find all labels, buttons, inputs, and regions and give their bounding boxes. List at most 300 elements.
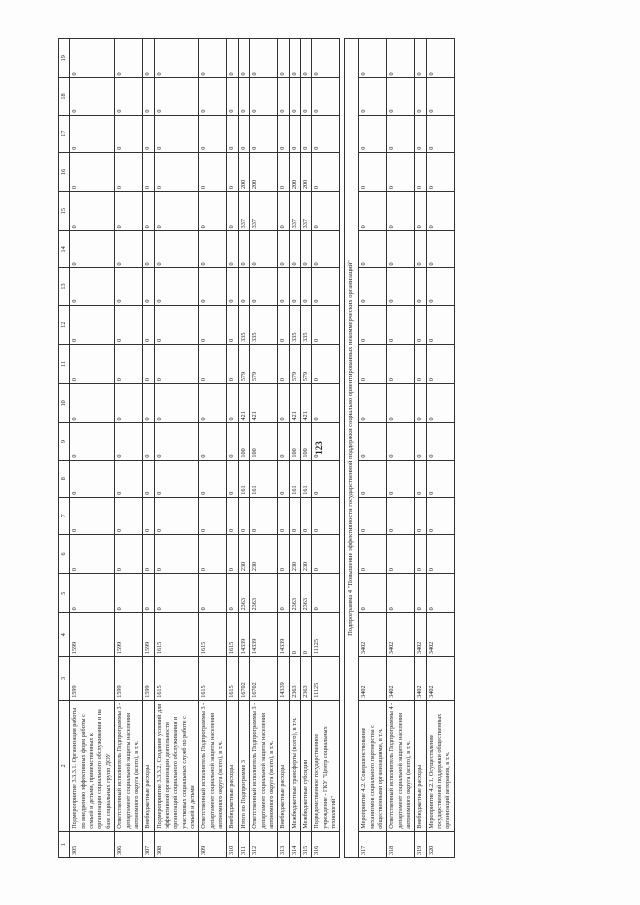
value-cell: 0 xyxy=(154,423,199,460)
value-cell: 0 xyxy=(143,39,154,78)
value-cell: 0 xyxy=(415,305,426,344)
value-cell: 0 xyxy=(415,231,426,268)
column-header: 9 xyxy=(59,423,70,460)
value-cell: 0 xyxy=(154,115,199,152)
value-cell: 1615 xyxy=(154,657,199,701)
value-cell: 0 xyxy=(312,39,340,78)
value-cell: 579 xyxy=(300,344,311,383)
column-header: 3 xyxy=(59,657,70,701)
value-cell: 0 xyxy=(115,231,143,268)
value-cell: 0 xyxy=(199,152,227,191)
value-cell: 335 xyxy=(300,305,311,344)
value-cell: 0 xyxy=(70,344,115,383)
value-cell: 0 xyxy=(359,115,387,152)
value-cell: 421 xyxy=(289,384,300,423)
value-cell: 0 xyxy=(199,115,227,152)
value-cell: 0 xyxy=(426,192,454,231)
table-row xyxy=(289,39,300,858)
row-name: Мероприятие 4.2.1. Осуществление государственной поддержки общественных организаций ветеранов, в т.ч. xyxy=(426,700,454,831)
value-cell: 0 xyxy=(312,152,340,191)
column-header: 7 xyxy=(59,497,70,534)
row-number: 307 xyxy=(143,831,154,857)
value-cell: 0 xyxy=(143,268,154,305)
value-cell: 0 xyxy=(199,344,227,383)
value-cell: 0 xyxy=(289,613,300,657)
value-cell: 0 xyxy=(115,344,143,383)
value-cell: 0 xyxy=(154,78,199,115)
value-cell: 335 xyxy=(238,305,249,344)
value-cell: 0 xyxy=(359,305,387,344)
value-cell: 0 xyxy=(300,497,311,534)
value-cell: 0 xyxy=(154,534,199,573)
value-cell: 0 xyxy=(415,268,426,305)
value-cell: 0 xyxy=(415,534,426,573)
value-cell: 0 xyxy=(70,152,115,191)
value-cell: 0 xyxy=(70,384,115,423)
value-cell: 0 xyxy=(143,231,154,268)
value-cell: 230 xyxy=(238,534,249,573)
value-cell: 0 xyxy=(387,423,415,460)
value-cell: 0 xyxy=(143,152,154,191)
table-row xyxy=(227,39,238,858)
section-row xyxy=(345,39,359,858)
value-cell: 230 xyxy=(289,534,300,573)
row-number: 319 xyxy=(415,831,426,857)
column-header: 8 xyxy=(59,460,70,497)
value-cell: 335 xyxy=(289,305,300,344)
value-cell: 0 xyxy=(115,534,143,573)
value-cell: 0 xyxy=(312,534,340,573)
value-cell: 0 xyxy=(115,460,143,497)
value-cell: 0 xyxy=(227,78,238,115)
value-cell: 0 xyxy=(238,268,249,305)
value-cell: 0 xyxy=(70,574,115,613)
value-cell: 0 xyxy=(154,268,199,305)
value-cell: 0 xyxy=(426,534,454,573)
value-cell: 0 xyxy=(70,460,115,497)
column-header: 18 xyxy=(59,78,70,115)
row-number: 305 xyxy=(70,831,115,857)
value-cell: 0 xyxy=(278,534,289,573)
row-number: 309 xyxy=(199,831,227,857)
value-cell: 0 xyxy=(143,497,154,534)
value-cell: 0 xyxy=(426,460,454,497)
table-row xyxy=(70,39,115,858)
value-cell: 0 xyxy=(415,78,426,115)
value-cell: 0 xyxy=(227,231,238,268)
header-row xyxy=(59,39,70,858)
value-cell: 0 xyxy=(415,423,426,460)
value-cell: 0 xyxy=(426,344,454,383)
table-row xyxy=(238,39,249,858)
value-cell: 0 xyxy=(115,497,143,534)
value-cell: 1615 xyxy=(227,657,238,701)
value-cell: 3402 xyxy=(415,657,426,701)
value-cell: 0 xyxy=(300,39,311,78)
value-cell: 0 xyxy=(227,152,238,191)
row-name: Мероприятие 4.2. Совершенствование механизмов социального партнерства с общественными организациями, в т.ч. xyxy=(359,700,387,831)
row-name: Внебюджетные расходы xyxy=(227,700,238,831)
value-cell: 0 xyxy=(199,460,227,497)
value-cell: 100 xyxy=(289,423,300,460)
table-row xyxy=(426,39,454,858)
value-cell: 0 xyxy=(387,115,415,152)
row-name: Внебюджетные расходы xyxy=(415,700,426,831)
value-cell: 0 xyxy=(278,305,289,344)
value-cell: 0 xyxy=(278,115,289,152)
value-cell: 0 xyxy=(154,460,199,497)
value-cell: 0 xyxy=(199,78,227,115)
value-cell: 0 xyxy=(312,497,340,534)
value-cell: 0 xyxy=(289,115,300,152)
value-cell: 0 xyxy=(70,268,115,305)
column-header: 13 xyxy=(59,268,70,305)
value-cell: 0 xyxy=(199,268,227,305)
value-cell: 230 xyxy=(300,534,311,573)
value-cell: 337 xyxy=(300,192,311,231)
value-cell: 100 xyxy=(238,423,249,460)
value-cell: 0 xyxy=(426,497,454,534)
value-cell: 2363 xyxy=(300,657,311,701)
value-cell: 0 xyxy=(278,574,289,613)
value-cell: 2363 xyxy=(250,574,278,613)
row-name: Внебюджетные расходы xyxy=(143,700,154,831)
value-cell: 1599 xyxy=(115,657,143,701)
value-cell: 0 xyxy=(227,497,238,534)
table-row xyxy=(199,39,227,858)
value-cell: 1599 xyxy=(115,613,143,657)
row-number: 316 xyxy=(312,831,340,857)
value-cell: 0 xyxy=(415,497,426,534)
value-cell: 0 xyxy=(426,384,454,423)
value-cell: 0 xyxy=(227,534,238,573)
value-cell: 0 xyxy=(115,423,143,460)
table-row xyxy=(115,39,143,858)
row-name: Межбюджетные трансферты (всего), в т.ч. xyxy=(289,700,300,831)
value-cell: 0 xyxy=(115,115,143,152)
value-cell: 0 xyxy=(300,231,311,268)
value-cell: 0 xyxy=(70,305,115,344)
value-cell: 11125 xyxy=(312,657,340,701)
value-cell: 0 xyxy=(359,384,387,423)
value-cell: 0 xyxy=(415,344,426,383)
value-cell: 0 xyxy=(115,39,143,78)
value-cell: 3402 xyxy=(359,657,387,701)
value-cell: 0 xyxy=(387,497,415,534)
value-cell: 0 xyxy=(154,152,199,191)
value-cell: 0 xyxy=(415,152,426,191)
column-header: 12 xyxy=(59,305,70,344)
value-cell: 0 xyxy=(426,115,454,152)
value-cell: 0 xyxy=(227,115,238,152)
column-header: 17 xyxy=(59,115,70,152)
column-header: 2 xyxy=(59,700,70,831)
value-cell: 0 xyxy=(143,423,154,460)
value-cell: 0 xyxy=(115,305,143,344)
value-cell: 0 xyxy=(250,39,278,78)
value-cell: 161 xyxy=(250,460,278,497)
value-cell: 0 xyxy=(227,423,238,460)
value-cell: 2363 xyxy=(289,657,300,701)
column-header: 1 xyxy=(59,831,70,857)
value-cell: 2363 xyxy=(300,574,311,613)
value-cell: 0 xyxy=(359,344,387,383)
value-cell: 200 xyxy=(238,152,249,191)
value-cell: 0 xyxy=(227,384,238,423)
table-row xyxy=(143,39,154,858)
value-cell: 0 xyxy=(387,574,415,613)
value-cell: 0 xyxy=(278,268,289,305)
value-cell: 421 xyxy=(250,384,278,423)
value-cell: 0 xyxy=(154,344,199,383)
value-cell: 3402 xyxy=(415,613,426,657)
table-row xyxy=(154,39,199,858)
column-header: 16 xyxy=(59,152,70,191)
value-cell: 0 xyxy=(199,497,227,534)
value-cell: 0 xyxy=(278,152,289,191)
column-header: 19 xyxy=(59,39,70,78)
value-cell: 0 xyxy=(289,78,300,115)
row-name: Ответственный исполнитель Подпрограммы 3 - департамент социальной защиты населения автономного округа (всего), в т.ч. xyxy=(250,700,278,831)
value-cell: 0 xyxy=(312,574,340,613)
value-cell: 0 xyxy=(154,305,199,344)
value-cell: 1599 xyxy=(70,657,115,701)
value-cell: 0 xyxy=(387,152,415,191)
value-cell: 0 xyxy=(359,534,387,573)
value-cell: 0 xyxy=(115,268,143,305)
value-cell: 0 xyxy=(359,152,387,191)
value-cell: 1599 xyxy=(70,613,115,657)
value-cell: 0 xyxy=(426,152,454,191)
value-cell: 0 xyxy=(199,534,227,573)
value-cell: 0 xyxy=(359,460,387,497)
value-cell: 0 xyxy=(143,384,154,423)
value-cell: 3402 xyxy=(387,613,415,657)
value-cell: 0 xyxy=(143,78,154,115)
value-cell: 0 xyxy=(115,384,143,423)
value-cell: 0 xyxy=(426,39,454,78)
value-cell: 0 xyxy=(312,192,340,231)
column-header: 6 xyxy=(59,534,70,573)
row-number: 311 xyxy=(238,831,249,857)
column-header: 10 xyxy=(59,384,70,423)
value-cell: 0 xyxy=(250,497,278,534)
value-cell: 11125 xyxy=(312,613,340,657)
row-name: Ответственный исполнитель Подпрограммы 4 - департамент социальной защиты населения автономного округа (всего), в т.ч. xyxy=(387,700,415,831)
table-row xyxy=(278,39,289,858)
value-cell: 14339 xyxy=(278,613,289,657)
value-cell: 0 xyxy=(426,231,454,268)
value-cell: 0 xyxy=(199,231,227,268)
row-number: 315 xyxy=(300,831,311,857)
value-cell: 0 xyxy=(359,39,387,78)
value-cell: 0 xyxy=(115,192,143,231)
value-cell: 0 xyxy=(289,231,300,268)
value-cell: 0 xyxy=(227,305,238,344)
value-cell: 421 xyxy=(300,384,311,423)
value-cell: 0 xyxy=(278,39,289,78)
value-cell: 0 xyxy=(312,384,340,423)
value-cell: 0 xyxy=(426,423,454,460)
value-cell: 3402 xyxy=(359,613,387,657)
value-cell: 14339 xyxy=(238,613,249,657)
value-cell: 0 xyxy=(70,497,115,534)
value-cell: 230 xyxy=(250,534,278,573)
value-cell: 0 xyxy=(70,78,115,115)
value-cell: 0 xyxy=(154,497,199,534)
value-cell: 0 xyxy=(359,231,387,268)
value-cell: 0 xyxy=(143,305,154,344)
value-cell: 0 xyxy=(426,268,454,305)
column-header: 5 xyxy=(59,574,70,613)
value-cell: 0 xyxy=(387,231,415,268)
value-cell: 0 xyxy=(289,39,300,78)
value-cell: 0 xyxy=(387,78,415,115)
value-cell: 161 xyxy=(238,460,249,497)
value-cell: 200 xyxy=(250,152,278,191)
table-row xyxy=(312,39,340,858)
value-cell: 16702 xyxy=(250,657,278,701)
value-cell: 0 xyxy=(278,192,289,231)
value-cell: 0 xyxy=(312,423,340,460)
value-cell: 2363 xyxy=(289,574,300,613)
value-cell: 0 xyxy=(227,39,238,78)
value-cell: 0 xyxy=(115,152,143,191)
column-header: 15 xyxy=(59,192,70,231)
value-cell: 0 xyxy=(278,460,289,497)
value-cell: 0 xyxy=(227,268,238,305)
row-number: 317 xyxy=(359,831,387,857)
value-cell: 0 xyxy=(199,423,227,460)
row-number: 313 xyxy=(278,831,289,857)
row-name: Межбюджетные субсидии xyxy=(300,700,311,831)
value-cell: 3402 xyxy=(387,657,415,701)
row-name: Подмероприятие 3.3.3.1. Организация работы по внедрению эффективных форм работы с семьей и детьми, прииемственных к организации социального обслуживания и на базе социальных групп ДОУ xyxy=(70,700,115,831)
value-cell: 0 xyxy=(278,384,289,423)
value-cell: 0 xyxy=(250,115,278,152)
value-cell: 0 xyxy=(312,305,340,344)
value-cell: 0 xyxy=(426,78,454,115)
value-cell: 14339 xyxy=(278,657,289,701)
value-cell: 0 xyxy=(238,497,249,534)
value-cell: 0 xyxy=(154,574,199,613)
value-cell: 1615 xyxy=(199,613,227,657)
column-header: 4 xyxy=(59,613,70,657)
value-cell: 0 xyxy=(154,192,199,231)
value-cell: 0 xyxy=(415,460,426,497)
value-cell: 0 xyxy=(312,344,340,383)
value-cell: 0 xyxy=(250,231,278,268)
row-number: 320 xyxy=(426,831,454,857)
table-row xyxy=(387,39,415,858)
value-cell: 0 xyxy=(300,78,311,115)
value-cell: 0 xyxy=(387,384,415,423)
value-cell: 337 xyxy=(250,192,278,231)
value-cell: 0 xyxy=(227,460,238,497)
value-cell: 1599 xyxy=(143,657,154,701)
section-title: Подпрограмма 4 "Повышение эффективности государственной поддержки социально ориентированных некоммерческих организаций" xyxy=(345,39,359,858)
value-cell: 0 xyxy=(387,268,415,305)
value-cell: 0 xyxy=(199,574,227,613)
value-cell: 0 xyxy=(154,231,199,268)
value-cell: 0 xyxy=(387,344,415,383)
value-cell: 0 xyxy=(415,384,426,423)
value-cell: 0 xyxy=(426,305,454,344)
value-cell: 0 xyxy=(70,423,115,460)
value-cell: 200 xyxy=(289,152,300,191)
value-cell: 0 xyxy=(278,344,289,383)
row-number: 306 xyxy=(115,831,143,857)
value-cell: 0 xyxy=(70,534,115,573)
value-cell: 0 xyxy=(312,460,340,497)
value-cell: 0 xyxy=(115,78,143,115)
table-body-subprogram-3 xyxy=(70,39,340,858)
value-cell: 579 xyxy=(289,344,300,383)
value-cell: 0 xyxy=(250,78,278,115)
value-cell: 0 xyxy=(199,305,227,344)
value-cell: 0 xyxy=(312,268,340,305)
value-cell: 0 xyxy=(199,39,227,78)
row-name: Подведомственное государственное учреждение - ГКУ "Центр социальных технологий" xyxy=(312,700,340,831)
value-cell: 0 xyxy=(387,39,415,78)
value-cell: 0 xyxy=(227,344,238,383)
value-cell: 0 xyxy=(115,574,143,613)
value-cell: 100 xyxy=(300,423,311,460)
value-cell: 0 xyxy=(278,231,289,268)
value-cell: 161 xyxy=(289,460,300,497)
value-cell: 0 xyxy=(359,268,387,305)
value-cell: 0 xyxy=(143,574,154,613)
budget-table xyxy=(58,38,455,858)
value-cell: 0 xyxy=(415,39,426,78)
value-cell: 0 xyxy=(289,497,300,534)
value-cell: 0 xyxy=(359,78,387,115)
value-cell: 3402 xyxy=(426,657,454,701)
value-cell: 200 xyxy=(300,152,311,191)
row-number: 314 xyxy=(289,831,300,857)
value-cell: 2363 xyxy=(238,574,249,613)
value-cell: 1599 xyxy=(143,613,154,657)
row-name: Итого по Подпрограмме 3 xyxy=(238,700,249,831)
value-cell: 0 xyxy=(415,574,426,613)
value-cell: 0 xyxy=(143,192,154,231)
value-cell: 0 xyxy=(199,192,227,231)
value-cell: 0 xyxy=(143,344,154,383)
column-header: 14 xyxy=(59,231,70,268)
table-row xyxy=(359,39,387,858)
value-cell: 161 xyxy=(300,460,311,497)
value-cell: 337 xyxy=(238,192,249,231)
value-cell: 0 xyxy=(238,115,249,152)
row-name: Внебюджетные расходы xyxy=(278,700,289,831)
value-cell: 0 xyxy=(300,613,311,657)
table-row xyxy=(300,39,311,858)
value-cell: 0 xyxy=(238,231,249,268)
value-cell: 579 xyxy=(250,344,278,383)
row-number: 318 xyxy=(387,831,415,857)
value-cell: 1615 xyxy=(154,613,199,657)
table-row xyxy=(415,39,426,858)
value-cell: 0 xyxy=(415,115,426,152)
value-cell: 0 xyxy=(312,231,340,268)
rotated-page xyxy=(58,38,498,858)
value-cell: 337 xyxy=(289,192,300,231)
row-number: 312 xyxy=(250,831,278,857)
value-cell: 0 xyxy=(199,384,227,423)
row-name: Подмероприятие 3.3.3.2. Создание условий для эффективной организации деятельности организаций социального обслуживания и участковых социальных служб по работе с семьей и детьми xyxy=(154,700,199,831)
page-number: 123 xyxy=(313,441,324,455)
value-cell: 0 xyxy=(415,192,426,231)
